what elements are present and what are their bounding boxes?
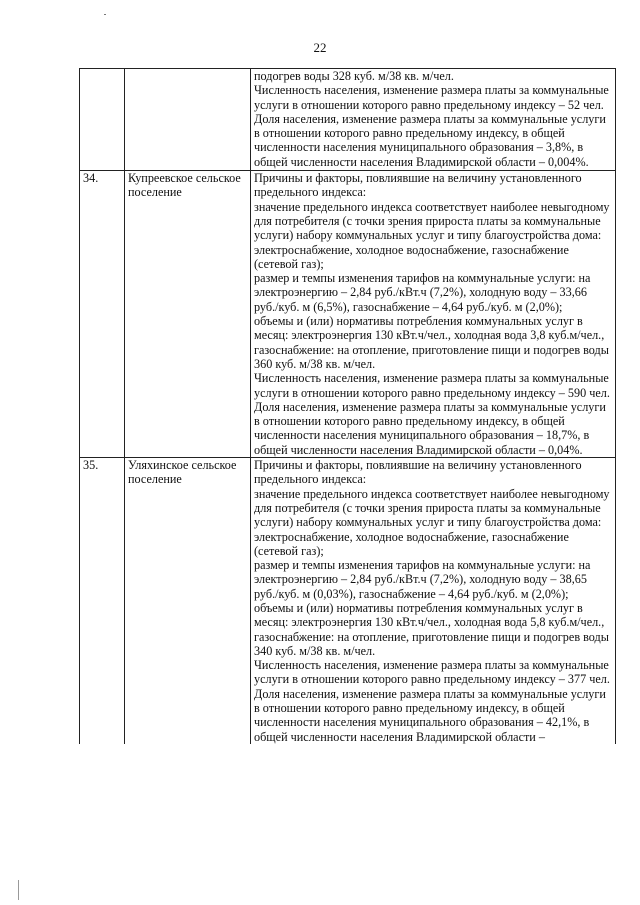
scan-dot bbox=[104, 14, 106, 15]
page-number: 22 bbox=[313, 40, 327, 55]
description-paragraph: Численность населения, изменение размера платы за коммунальные услуги в отношении которого равно предельному индексу – 590 чел. bbox=[254, 371, 610, 400]
description-paragraph: значение предельного индекса соответствует наиболее невыгодному для потребителя (с точки зрения прироста платы за коммунальные услуги) набору коммунальных услуг и типу благоустройства дома: электроснабжение, холодное водоснабжение, газоснабжение (сетевой газ); bbox=[254, 199, 610, 271]
table-body bbox=[80, 69, 616, 744]
description-paragraph: значение предельного индекса соответствует наиболее невыгодному для потребителя (с точки зрения прироста платы за коммунальные услуги) набору коммунальных услуг и типу благоустройства дома: электроснабжение, холодное водоснабжение, газоснабжение (сетевой газ); bbox=[254, 486, 610, 558]
description-paragraph: Доля населения, изменение размера платы за коммунальные услуги в отношении которого равно предельному индексу, в общей численности населения муниципального образования – 42,1%, в общей численности населения Владимирской области – bbox=[254, 686, 606, 744]
row-description bbox=[251, 171, 616, 458]
row-description bbox=[251, 69, 616, 171]
table-row bbox=[80, 69, 616, 171]
description-paragraph: Доля населения, изменение размера платы за коммунальные услуги в отношении которого равно предельному индексу, в общей численности населения муниципального образования – 3,8%, в общей численности населения Владимирской области – 0,004%. bbox=[254, 111, 606, 169]
row-number bbox=[80, 69, 125, 171]
description-paragraph: Причины и факторы, повлиявшие на величину установленного предельного индекса: bbox=[254, 171, 582, 200]
municipality-name bbox=[125, 69, 251, 171]
row-number: 35. bbox=[80, 458, 125, 744]
municipal-index-table bbox=[79, 68, 616, 744]
description-paragraph: размер и темпы изменения тарифов на коммунальные услуги: на электроэнергию – 2,84 руб./кВт.ч (7,2%), холодную воду – 38,65 руб./куб. м (0,03%), газоснабжение – 4,64 руб./куб. м (2,0%); bbox=[254, 558, 591, 601]
description-paragraph: Численность населения, изменение размера платы за коммунальные услуги в отношении которого равно предельному индексу – 52 чел. bbox=[254, 83, 609, 112]
description-paragraph: подогрев воды 328 куб. м/38 кв. м/чел. bbox=[254, 69, 454, 83]
municipality-name: Уляхинское сельское поселение bbox=[125, 458, 251, 744]
table-row bbox=[80, 171, 616, 458]
description-paragraph: Численность населения, изменение размера платы за коммунальные услуги в отношении которого равно предельному индексу – 377 чел. bbox=[254, 658, 610, 687]
description-paragraph: размер и темпы изменения тарифов на коммунальные услуги: на электроэнергию – 2,84 руб./кВт.ч (7,2%), холодную воду – 33,66 руб./куб. м (6,5%), газоснабжение – 4,64 руб./куб. м (2,0%); bbox=[254, 271, 591, 314]
row-description bbox=[251, 458, 616, 744]
municipality-name: Купреевское сельское поселение bbox=[125, 171, 251, 458]
row-number: 34. bbox=[80, 171, 125, 458]
description-paragraph: объемы и (или) нормативы потребления коммунальных услуг в месяц: электроэнергия 130 кВт.ч/чел., холодная вода 3,8 куб.м/чел., газоснабжение: на отопление, приготовление пищи и подогрев воды 360 куб. м/38 кв. м/чел. bbox=[254, 314, 609, 371]
description-paragraph: Доля населения, изменение размера платы за коммунальные услуги в отношении которого равно предельному индексу, в общей численности населения муниципального образования – 18,7%, в общей численности населения Владимирской области – 0,04%. bbox=[254, 399, 606, 457]
description-paragraph: объемы и (или) нормативы потребления коммунальных услуг в месяц: электроэнергия 130 кВт.ч/чел., холодная вода 5,8 куб.м/чел., газоснабжение: на отопление, приготовление пищи и подогрев воды 340 куб. м/38 кв. м/чел. bbox=[254, 600, 609, 658]
description-paragraph: Причины и факторы, повлиявшие на величину установленного предельного индекса: bbox=[254, 458, 582, 487]
table-row bbox=[80, 458, 616, 744]
scan-edge-mark bbox=[18, 880, 19, 900]
